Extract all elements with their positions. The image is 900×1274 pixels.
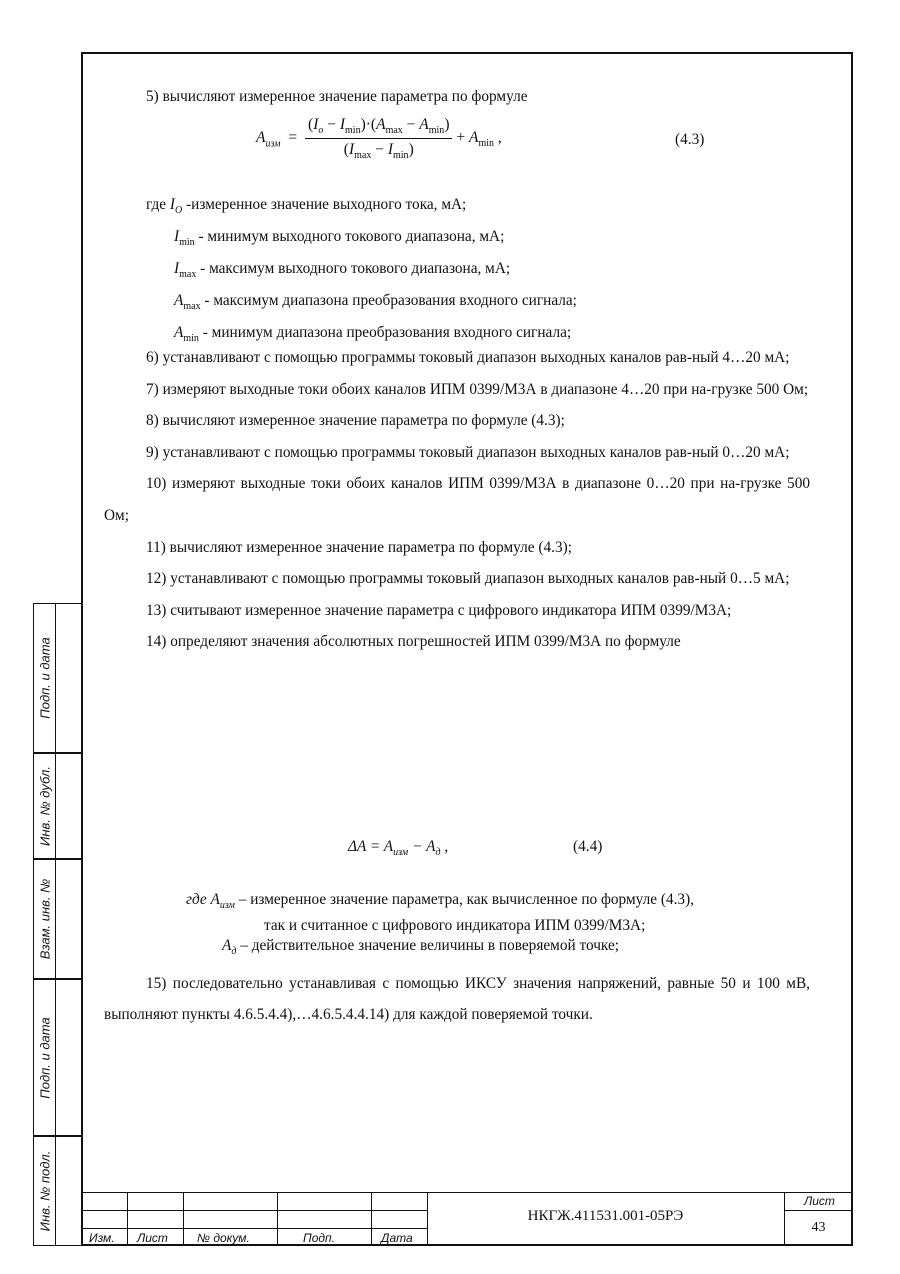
paragraph-13: 13) считывают измеренное значение параметра с цифрового индикатора ИПМ 0399/М3А; — [146, 601, 732, 619]
paragraph-11: 11) вычисляют измеренное значение параметра по формуле (4.3); — [146, 538, 572, 556]
side-cell-inv-podl — [33, 1136, 81, 1246]
definitions-4-3 — [104, 192, 577, 352]
def-aizm-cont: так и считанное с цифрового индикатора ИПМ 0399/М3А; — [264, 917, 646, 935]
side-label: Инв. № подл. — [37, 1150, 52, 1232]
formula-fraction: $\frac{(I_o - I_{min})\cdot(A_{max} - A_{min})}{(I_{max} - I_{min})}$ — [305, 116, 452, 161]
paragraph-6: 6) устанавливают с помощью программы токовый диапазон выходных каналов рав-ный 4…20 мА; — [146, 349, 790, 366]
def-ad: $A_д$ – действительное значение величины в поверяемой точке; — [222, 937, 620, 958]
equation-number-4-3: (4.3) — [675, 131, 705, 148]
paragraph-8: 8) вычисляют измеренное значение параметра по формуле (4.3); — [146, 412, 565, 430]
title-block-podp: Подп. — [303, 1231, 335, 1245]
paragraph-12: 12) устанавливают с помощью программы токовый диапазон выходных каналов рав-ный 0…5 мА; — [146, 570, 790, 588]
def-aizm: где $A_{изм}$ – измеренное значение параметра, как вычисленное по формуле (4.3), — [186, 891, 694, 912]
formula-lhs: A — [256, 129, 266, 147]
title-block-izm: Изм. — [89, 1231, 115, 1245]
side-stamp — [33, 603, 81, 1246]
def-amin: $A_{min}$ - минимум диапазона преобразования входного сигнала; — [174, 324, 572, 345]
paragraph-15: 15) последовательно устанавливая с помощью ИКСУ значения напряжений, равные 50 и 100 мВ, выполняют пункты 4.6.5.4.4),…4.6.5.4.4.14) для каждой поверяемой точки. — [104, 975, 810, 1023]
def-amax: $A_{max}$ - максимум диапазона преобразования входного сигнала; — [174, 292, 577, 313]
equation-number-4-4: (4.4) — [573, 838, 603, 855]
sheet-label: Лист — [804, 1194, 835, 1208]
side-cell-vzam-inv — [33, 859, 81, 979]
paragraph-7: 7) измеряют выходные токи обоих каналов ИПМ 0399/М3А в диапазоне 4…20 при на-грузке 500 Ом; — [146, 380, 809, 398]
text-block-top — [104, 84, 810, 110]
title-block — [81, 1192, 853, 1246]
paragraph-10: 10) измеряют выходные токи обоих каналов ИПМ 0399/М3А в диапазоне 0…20 при на-грузке 500 Ом; — [104, 475, 810, 524]
title-block-n-dokum: № докум. — [197, 1231, 250, 1245]
text-block-middle — [104, 342, 810, 658]
formula-4-4: $\Delta A = A_{изм} - A_д$ , — [348, 838, 449, 859]
side-cell-inv-dubl — [33, 753, 81, 859]
paragraph-14: 14) определяют значения абсолютных погрешностей ИПМ 0399/М3А по формуле — [146, 633, 681, 651]
text-block-bottom — [104, 968, 810, 1030]
def-imin: $I_{min}$ - минимум выходного токового диапазона, мА; — [174, 228, 505, 249]
def-io: где $I_O$ -измеренное значение выходного тока, мА; — [146, 196, 467, 217]
formula-lhs-sub: изм — [265, 138, 281, 150]
paragraph-9: 9) устанавливают с помощью программы токовый диапазон выходных каналов рав-ный 0…20 мА; — [146, 443, 790, 461]
formula-4-3: $A_{изм}$ = $\frac{(I_o - I_{min})\cdot(A_{max} - A_{min})}{(I_{max} - I_{min})}$ + $A_{min}$ , — [256, 116, 502, 162]
side-cell-podp-data-2 — [33, 979, 81, 1136]
paragraph-5: 5) вычисляют измеренное значение параметра по формуле — [146, 88, 528, 105]
side-label: Подп. и дата — [37, 637, 52, 719]
side-label: Подп. и дата — [37, 1016, 52, 1099]
title-block-data: Дата — [381, 1231, 413, 1245]
def-imax: $I_{max}$ - максимум выходного токового диапазона, мА; — [174, 260, 511, 281]
definitions-4-4 — [104, 890, 810, 962]
document-code: НКГЖ.411531.001-05РЭ — [527, 1208, 684, 1224]
side-label: Взам. инв. № — [37, 878, 52, 960]
title-block-list: Лист — [137, 1231, 168, 1245]
side-label: Инв. № дубл. — [37, 766, 52, 846]
side-cell-podp-data-1 — [33, 603, 81, 753]
sheet-number: 43 — [811, 1220, 826, 1235]
